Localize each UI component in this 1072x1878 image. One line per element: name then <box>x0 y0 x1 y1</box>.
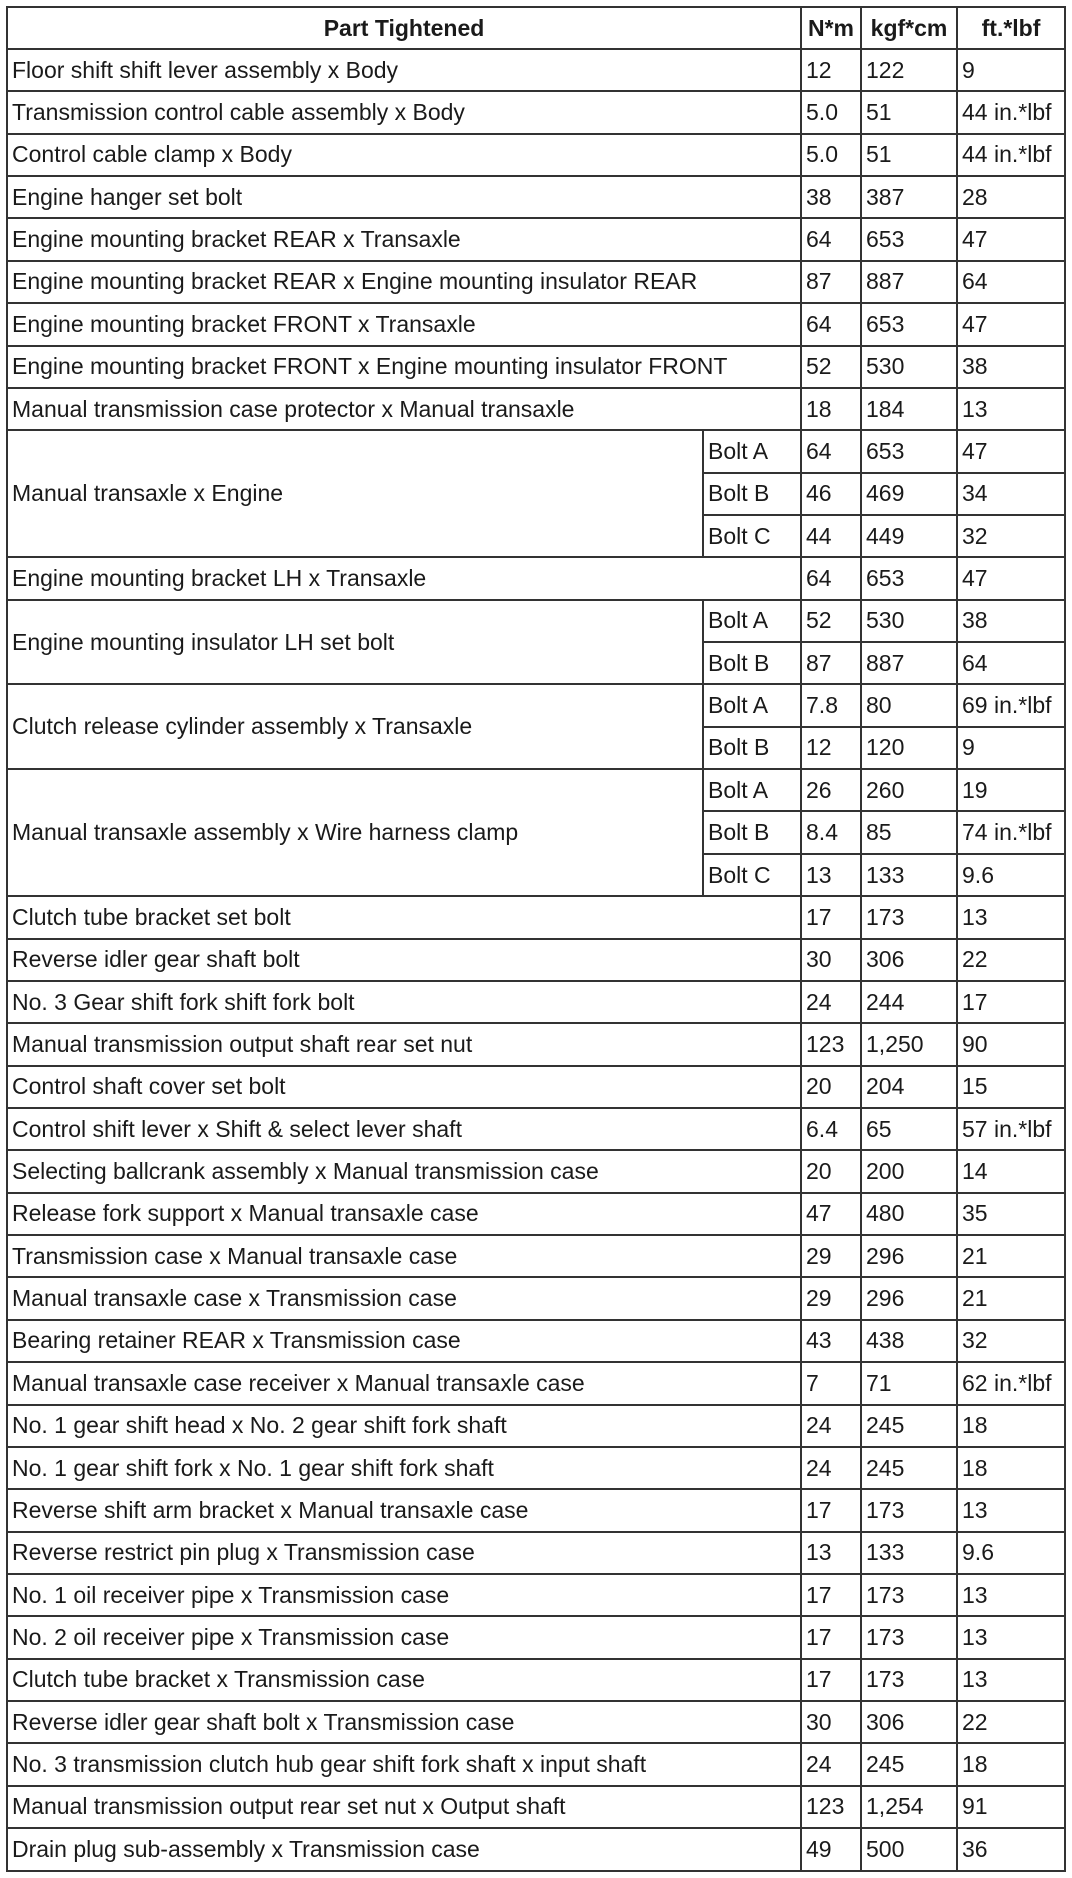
bolt-label-cell: Bolt B <box>703 473 801 515</box>
kgf-cm-value-cell: 887 <box>861 642 957 684</box>
kgf-cm-value-cell: 530 <box>861 346 957 388</box>
ft-lbf-value-cell: 74 in.*lbf <box>957 811 1065 853</box>
part-name-cell: Control shift lever x Shift & select lever shaft <box>7 1108 801 1150</box>
nm-value-cell: 123 <box>801 1786 861 1828</box>
part-name-cell: Clutch release cylinder assembly x Transaxle <box>7 684 703 769</box>
part-name-cell: No. 1 gear shift fork x No. 1 gear shift fork shaft <box>7 1447 801 1489</box>
kgf-cm-value-cell: 260 <box>861 769 957 811</box>
table-row <box>7 1362 1065 1404</box>
kgf-cm-value-cell: 173 <box>861 1659 957 1701</box>
header-part-tightened: Part Tightened <box>7 7 801 49</box>
kgf-cm-value-cell: 184 <box>861 388 957 430</box>
kgf-cm-value-cell: 71 <box>861 1362 957 1404</box>
ft-lbf-value-cell: 21 <box>957 1235 1065 1277</box>
header-kgf-cm: kgf*cm <box>861 7 957 49</box>
nm-value-cell: 5.0 <box>801 134 861 176</box>
ft-lbf-value-cell: 19 <box>957 769 1065 811</box>
kgf-cm-value-cell: 296 <box>861 1235 957 1277</box>
table-row <box>7 346 1065 388</box>
nm-value-cell: 46 <box>801 473 861 515</box>
part-name-cell: Drain plug sub-assembly x Transmission case <box>7 1828 801 1871</box>
nm-value-cell: 26 <box>801 769 861 811</box>
part-name-cell: Manual transmission output shaft rear set nut <box>7 1023 801 1065</box>
part-name-cell: Engine mounting bracket LH x Transaxle <box>7 557 801 599</box>
part-name-cell: Clutch tube bracket x Transmission case <box>7 1659 801 1701</box>
table-row <box>7 1701 1065 1743</box>
kgf-cm-value-cell: 480 <box>861 1193 957 1235</box>
kgf-cm-value-cell: 200 <box>861 1150 957 1192</box>
table-row <box>7 1532 1065 1574</box>
ft-lbf-value-cell: 13 <box>957 1616 1065 1658</box>
ft-lbf-value-cell: 47 <box>957 218 1065 260</box>
nm-value-cell: 64 <box>801 430 861 472</box>
nm-value-cell: 13 <box>801 854 861 896</box>
nm-value-cell: 52 <box>801 600 861 642</box>
kgf-cm-value-cell: 173 <box>861 896 957 938</box>
ft-lbf-value-cell: 17 <box>957 981 1065 1023</box>
table-row <box>7 981 1065 1023</box>
nm-value-cell: 20 <box>801 1150 861 1192</box>
table-row <box>7 91 1065 133</box>
table-row <box>7 939 1065 981</box>
table-body <box>7 49 1065 1871</box>
ft-lbf-value-cell: 69 in.*lbf <box>957 684 1065 726</box>
table-row <box>7 1193 1065 1235</box>
nm-value-cell: 29 <box>801 1277 861 1319</box>
part-name-cell: Reverse idler gear shaft bolt x Transmission case <box>7 1701 801 1743</box>
table-row <box>7 1405 1065 1447</box>
ft-lbf-value-cell: 9 <box>957 49 1065 91</box>
table-row <box>7 218 1065 260</box>
kgf-cm-value-cell: 80 <box>861 684 957 726</box>
ft-lbf-value-cell: 13 <box>957 388 1065 430</box>
nm-value-cell: 17 <box>801 1659 861 1701</box>
kgf-cm-value-cell: 245 <box>861 1447 957 1489</box>
ft-lbf-value-cell: 38 <box>957 600 1065 642</box>
header-nm: N*m <box>801 7 861 49</box>
ft-lbf-value-cell: 47 <box>957 303 1065 345</box>
kgf-cm-value-cell: 306 <box>861 939 957 981</box>
nm-value-cell: 7.8 <box>801 684 861 726</box>
part-name-cell: No. 3 transmission clutch hub gear shift fork shaft x input shaft <box>7 1743 801 1785</box>
part-name-cell: Manual transaxle assembly x Wire harness clamp <box>7 769 703 896</box>
ft-lbf-value-cell: 64 <box>957 261 1065 303</box>
part-name-cell: Reverse shift arm bracket x Manual transaxle case <box>7 1489 801 1531</box>
kgf-cm-value-cell: 469 <box>861 473 957 515</box>
ft-lbf-value-cell: 35 <box>957 1193 1065 1235</box>
nm-value-cell: 24 <box>801 1447 861 1489</box>
bolt-label-cell: Bolt C <box>703 854 801 896</box>
part-name-cell: Bearing retainer REAR x Transmission case <box>7 1320 801 1362</box>
table-row <box>7 388 1065 430</box>
ft-lbf-value-cell: 34 <box>957 473 1065 515</box>
ft-lbf-value-cell: 13 <box>957 1574 1065 1616</box>
nm-value-cell: 12 <box>801 49 861 91</box>
table-row <box>7 1150 1065 1192</box>
part-name-cell: Control shaft cover set bolt <box>7 1066 801 1108</box>
table-row <box>7 1574 1065 1616</box>
nm-value-cell: 20 <box>801 1066 861 1108</box>
bolt-label-cell: Bolt A <box>703 769 801 811</box>
table-row <box>7 49 1065 91</box>
part-name-cell: Reverse restrict pin plug x Transmission case <box>7 1532 801 1574</box>
ft-lbf-value-cell: 64 <box>957 642 1065 684</box>
kgf-cm-value-cell: 530 <box>861 600 957 642</box>
kgf-cm-value-cell: 133 <box>861 1532 957 1574</box>
kgf-cm-value-cell: 306 <box>861 1701 957 1743</box>
kgf-cm-value-cell: 51 <box>861 134 957 176</box>
nm-value-cell: 24 <box>801 1743 861 1785</box>
part-name-cell: Clutch tube bracket set bolt <box>7 896 801 938</box>
kgf-cm-value-cell: 173 <box>861 1489 957 1531</box>
kgf-cm-value-cell: 1,254 <box>861 1786 957 1828</box>
table-row <box>7 1108 1065 1150</box>
kgf-cm-value-cell: 173 <box>861 1616 957 1658</box>
bolt-label-cell: Bolt A <box>703 430 801 472</box>
kgf-cm-value-cell: 887 <box>861 261 957 303</box>
ft-lbf-value-cell: 13 <box>957 1659 1065 1701</box>
ft-lbf-value-cell: 62 in.*lbf <box>957 1362 1065 1404</box>
part-name-cell: Transmission case x Manual transaxle case <box>7 1235 801 1277</box>
part-name-cell: Engine mounting bracket FRONT x Transaxle <box>7 303 801 345</box>
nm-value-cell: 87 <box>801 261 861 303</box>
kgf-cm-value-cell: 438 <box>861 1320 957 1362</box>
bolt-label-cell: Bolt C <box>703 515 801 557</box>
table-row <box>7 769 1065 811</box>
ft-lbf-value-cell: 44 in.*lbf <box>957 91 1065 133</box>
ft-lbf-value-cell: 57 in.*lbf <box>957 1108 1065 1150</box>
header-row <box>7 7 1065 49</box>
part-name-cell: Manual transaxle x Engine <box>7 430 703 557</box>
ft-lbf-value-cell: 9.6 <box>957 1532 1065 1574</box>
kgf-cm-value-cell: 65 <box>861 1108 957 1150</box>
nm-value-cell: 17 <box>801 1574 861 1616</box>
part-name-cell: Floor shift shift lever assembly x Body <box>7 49 801 91</box>
bolt-label-cell: Bolt A <box>703 600 801 642</box>
nm-value-cell: 24 <box>801 981 861 1023</box>
part-name-cell: No. 1 oil receiver pipe x Transmission case <box>7 1574 801 1616</box>
part-name-cell: Engine mounting bracket REAR x Transaxle <box>7 218 801 260</box>
ft-lbf-value-cell: 32 <box>957 515 1065 557</box>
ft-lbf-value-cell: 36 <box>957 1828 1065 1871</box>
ft-lbf-value-cell: 32 <box>957 1320 1065 1362</box>
ft-lbf-value-cell: 28 <box>957 176 1065 218</box>
part-name-cell: Manual transaxle case receiver x Manual transaxle case <box>7 1362 801 1404</box>
part-name-cell: Selecting ballcrank assembly x Manual transmission case <box>7 1150 801 1192</box>
table-row <box>7 684 1065 726</box>
table-row <box>7 261 1065 303</box>
nm-value-cell: 87 <box>801 642 861 684</box>
kgf-cm-value-cell: 653 <box>861 557 957 599</box>
kgf-cm-value-cell: 51 <box>861 91 957 133</box>
bolt-label-cell: Bolt B <box>703 727 801 769</box>
nm-value-cell: 43 <box>801 1320 861 1362</box>
kgf-cm-value-cell: 122 <box>861 49 957 91</box>
kgf-cm-value-cell: 173 <box>861 1574 957 1616</box>
nm-value-cell: 18 <box>801 388 861 430</box>
nm-value-cell: 7 <box>801 1362 861 1404</box>
ft-lbf-value-cell: 13 <box>957 896 1065 938</box>
kgf-cm-value-cell: 653 <box>861 218 957 260</box>
table-row <box>7 557 1065 599</box>
ft-lbf-value-cell: 47 <box>957 430 1065 472</box>
nm-value-cell: 64 <box>801 218 861 260</box>
part-name-cell: Manual transmission case protector x Manual transaxle <box>7 388 801 430</box>
ft-lbf-value-cell: 9 <box>957 727 1065 769</box>
nm-value-cell: 6.4 <box>801 1108 861 1150</box>
nm-value-cell: 24 <box>801 1405 861 1447</box>
part-name-cell: Transmission control cable assembly x Body <box>7 91 801 133</box>
kgf-cm-value-cell: 245 <box>861 1405 957 1447</box>
bolt-label-cell: Bolt B <box>703 811 801 853</box>
part-name-cell: Reverse idler gear shaft bolt <box>7 939 801 981</box>
ft-lbf-value-cell: 9.6 <box>957 854 1065 896</box>
table-row <box>7 430 1065 472</box>
ft-lbf-value-cell: 91 <box>957 1786 1065 1828</box>
nm-value-cell: 13 <box>801 1532 861 1574</box>
table-row <box>7 1023 1065 1065</box>
ft-lbf-value-cell: 18 <box>957 1405 1065 1447</box>
nm-value-cell: 44 <box>801 515 861 557</box>
table-row <box>7 1616 1065 1658</box>
nm-value-cell: 64 <box>801 557 861 599</box>
table-row <box>7 1659 1065 1701</box>
table-row <box>7 134 1065 176</box>
kgf-cm-value-cell: 296 <box>861 1277 957 1319</box>
ft-lbf-value-cell: 47 <box>957 557 1065 599</box>
part-name-cell: No. 1 gear shift head x No. 2 gear shift fork shaft <box>7 1405 801 1447</box>
table-row <box>7 1489 1065 1531</box>
part-name-cell: Control cable clamp x Body <box>7 134 801 176</box>
nm-value-cell: 17 <box>801 1489 861 1531</box>
part-name-cell: Engine hanger set bolt <box>7 176 801 218</box>
kgf-cm-value-cell: 120 <box>861 727 957 769</box>
ft-lbf-value-cell: 44 in.*lbf <box>957 134 1065 176</box>
part-name-cell: Manual transmission output rear set nut x Output shaft <box>7 1786 801 1828</box>
kgf-cm-value-cell: 653 <box>861 303 957 345</box>
part-name-cell: Engine mounting bracket FRONT x Engine mounting insulator FRONT <box>7 346 801 388</box>
part-name-cell: No. 3 Gear shift fork shift fork bolt <box>7 981 801 1023</box>
header-ft-lbf: ft.*lbf <box>957 7 1065 49</box>
ft-lbf-value-cell: 13 <box>957 1489 1065 1531</box>
nm-value-cell: 17 <box>801 896 861 938</box>
ft-lbf-value-cell: 38 <box>957 346 1065 388</box>
ft-lbf-value-cell: 18 <box>957 1447 1065 1489</box>
table-row <box>7 1447 1065 1489</box>
kgf-cm-value-cell: 387 <box>861 176 957 218</box>
ft-lbf-value-cell: 21 <box>957 1277 1065 1319</box>
table-row <box>7 600 1065 642</box>
torque-specification-table <box>6 6 1066 1872</box>
part-name-cell: No. 2 oil receiver pipe x Transmission case <box>7 1616 801 1658</box>
part-name-cell: Engine mounting insulator LH set bolt <box>7 600 703 685</box>
bolt-label-cell: Bolt B <box>703 642 801 684</box>
nm-value-cell: 52 <box>801 346 861 388</box>
nm-value-cell: 17 <box>801 1616 861 1658</box>
table-row <box>7 1320 1065 1362</box>
table-row <box>7 303 1065 345</box>
ft-lbf-value-cell: 14 <box>957 1150 1065 1192</box>
kgf-cm-value-cell: 449 <box>861 515 957 557</box>
bolt-label-cell: Bolt A <box>703 684 801 726</box>
ft-lbf-value-cell: 22 <box>957 1701 1065 1743</box>
nm-value-cell: 30 <box>801 939 861 981</box>
table-row <box>7 176 1065 218</box>
kgf-cm-value-cell: 204 <box>861 1066 957 1108</box>
part-name-cell: Manual transaxle case x Transmission case <box>7 1277 801 1319</box>
nm-value-cell: 30 <box>801 1701 861 1743</box>
nm-value-cell: 5.0 <box>801 91 861 133</box>
kgf-cm-value-cell: 133 <box>861 854 957 896</box>
table-row <box>7 1828 1065 1871</box>
ft-lbf-value-cell: 22 <box>957 939 1065 981</box>
table-row <box>7 1786 1065 1828</box>
kgf-cm-value-cell: 1,250 <box>861 1023 957 1065</box>
nm-value-cell: 47 <box>801 1193 861 1235</box>
table-row <box>7 1743 1065 1785</box>
nm-value-cell: 38 <box>801 176 861 218</box>
table-row <box>7 1277 1065 1319</box>
part-name-cell: Engine mounting bracket REAR x Engine mounting insulator REAR <box>7 261 801 303</box>
nm-value-cell: 123 <box>801 1023 861 1065</box>
kgf-cm-value-cell: 85 <box>861 811 957 853</box>
ft-lbf-value-cell: 18 <box>957 1743 1065 1785</box>
nm-value-cell: 8.4 <box>801 811 861 853</box>
nm-value-cell: 29 <box>801 1235 861 1277</box>
nm-value-cell: 49 <box>801 1828 861 1871</box>
nm-value-cell: 64 <box>801 303 861 345</box>
kgf-cm-value-cell: 244 <box>861 981 957 1023</box>
table-row <box>7 1066 1065 1108</box>
ft-lbf-value-cell: 15 <box>957 1066 1065 1108</box>
nm-value-cell: 12 <box>801 727 861 769</box>
table-row <box>7 1235 1065 1277</box>
part-name-cell: Release fork support x Manual transaxle case <box>7 1193 801 1235</box>
kgf-cm-value-cell: 653 <box>861 430 957 472</box>
table-row <box>7 896 1065 938</box>
ft-lbf-value-cell: 90 <box>957 1023 1065 1065</box>
kgf-cm-value-cell: 245 <box>861 1743 957 1785</box>
kgf-cm-value-cell: 500 <box>861 1828 957 1871</box>
